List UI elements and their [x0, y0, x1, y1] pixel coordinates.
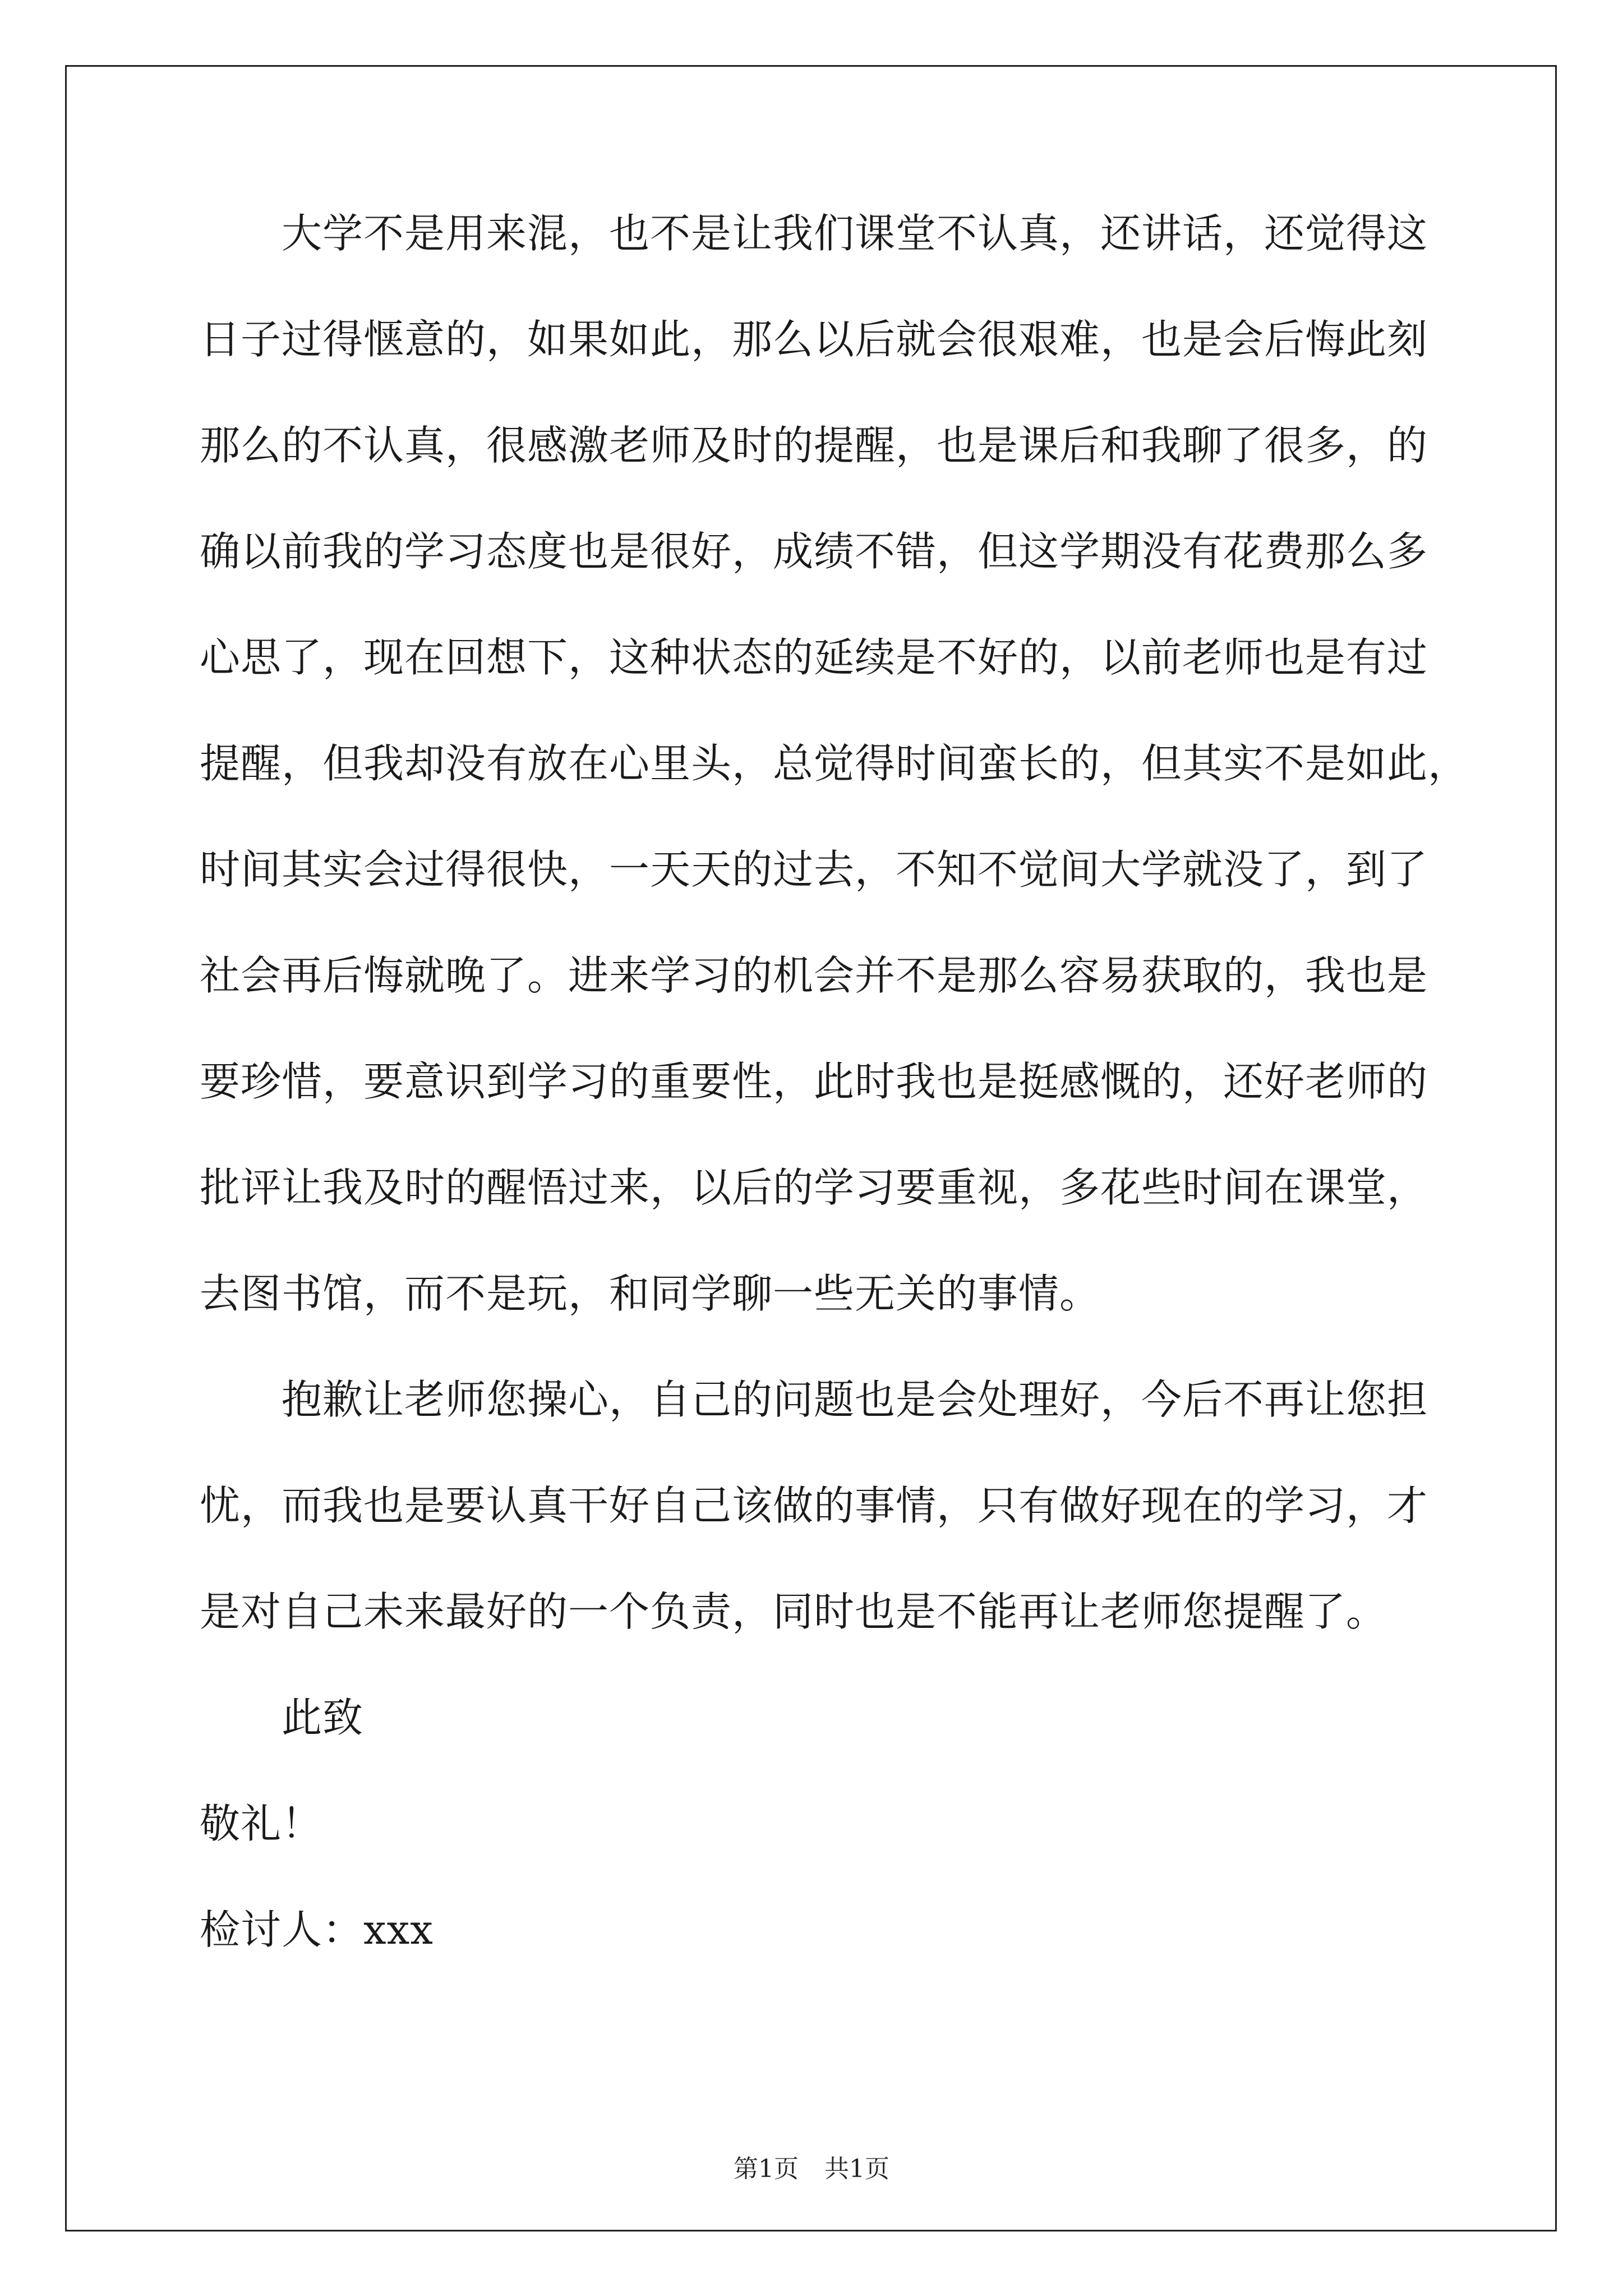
salutation: 敬礼！: [200, 1800, 323, 1847]
paragraph-1-line-9: 要珍惜，要意识到学习的重要性，此时我也是挺感慨的，还好老师的: [200, 1058, 1428, 1105]
paragraph-2-line-3: 是对自己未来最好的一个负责，同时也是不能再让老师您提醒了。: [200, 1588, 1387, 1635]
paragraph-1-line-6: 提醒，但我却没有放在心里头，总觉得时间蛮长的，但其实不是如此，: [200, 740, 1469, 787]
paragraph-1-line-1: 大学不是用来混，也不是让我们课堂不认真，还讲话，还觉得这: [282, 210, 1428, 257]
paragraph-1-line-2: 日子过得惬意的，如果如此，那么以后就会很艰难，也是会后悔此刻: [200, 316, 1428, 363]
paragraph-1-line-10: 批评让我及时的醒悟过来，以后的学习要重视，多花些时间在课堂，: [200, 1164, 1428, 1211]
page-number: 第1页: [734, 2155, 799, 2183]
page-total: 共1页: [824, 2155, 889, 2183]
paragraph-1-line-7: 时间其实会过得很快，一天天的过去，不知不觉间大学就没了，到了: [200, 846, 1428, 893]
letter-body: [200, 210, 1469, 2016]
paragraph-1-line-5: 心思了，现在回想下，这种状态的延续是不好的，以前老师也是有过: [200, 634, 1428, 681]
signature: 检讨人：xxx: [200, 1906, 434, 1953]
paragraph-1-line-8: 社会再后悔就晚了。进来学习的机会并不是那么容易获取的，我也是: [200, 952, 1428, 999]
paragraph-1-line-3: 那么的不认真，很感激老师及时的提醒，也是课后和我聊了很多，的: [200, 422, 1428, 469]
closing-phrase: 此致: [282, 1694, 364, 1741]
paragraph-2-line-2: 忧，而我也是要认真干好自己该做的事情，只有做好现在的学习，才: [200, 1482, 1428, 1529]
paragraph-1-line-4: 确以前我的学习态度也是很好，成绩不错，但这学期没有花费那么多: [200, 528, 1428, 575]
paragraph-2-line-1: 抱歉让老师您操心，自己的问题也是会处理好，今后不再让您担: [282, 1376, 1428, 1423]
paragraph-1-line-11: 去图书馆，而不是玩，和同学聊一些无关的事情。: [200, 1270, 1101, 1317]
page-footer: [0, 2148, 1623, 2184]
